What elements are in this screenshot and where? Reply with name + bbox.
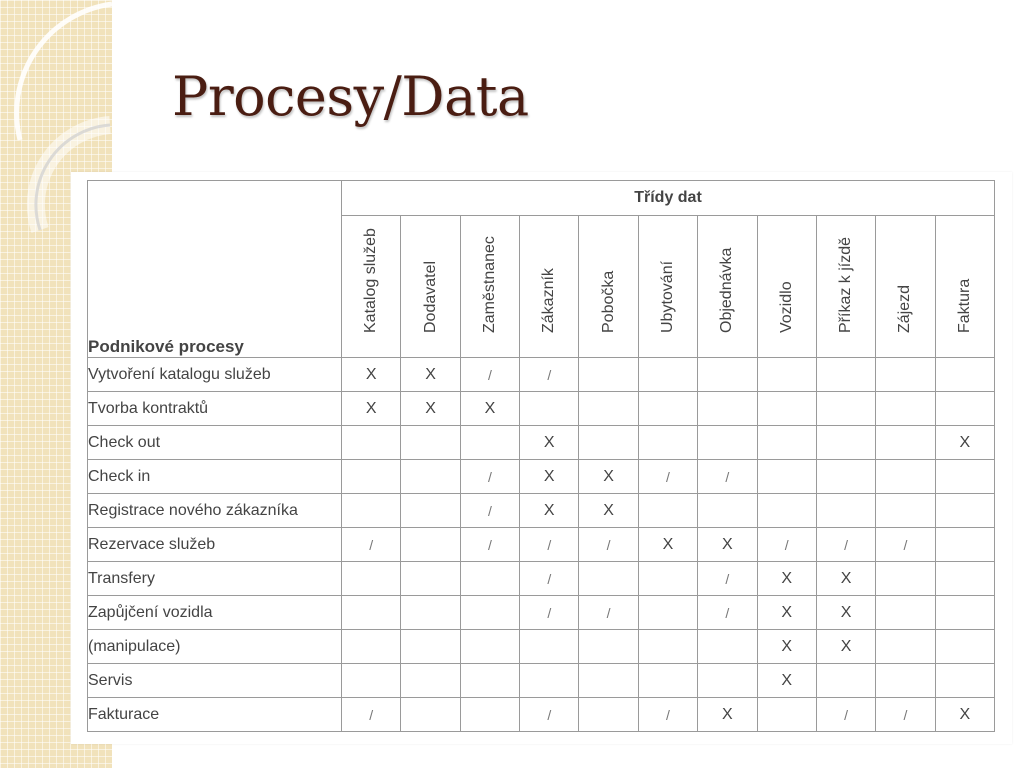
matrix-cell: / (698, 460, 757, 494)
matrix-cell: / (460, 494, 519, 528)
matrix-cell (520, 630, 579, 664)
process-name: Rezervace služeb (88, 528, 342, 562)
matrix-cell: X (401, 358, 460, 392)
matrix-cell (579, 698, 638, 732)
matrix-cell (698, 630, 757, 664)
matrix-cell (935, 494, 994, 528)
matrix-cell (698, 426, 757, 460)
process-name: (manipulace) (88, 630, 342, 664)
matrix-cell (638, 630, 697, 664)
matrix-cell: / (816, 528, 875, 562)
processes-header: Podnikové procesy (88, 181, 342, 358)
matrix-cell: X (579, 460, 638, 494)
matrix-cell: / (757, 528, 816, 562)
matrix-cell (460, 630, 519, 664)
matrix-cell (579, 630, 638, 664)
process-name: Check in (88, 460, 342, 494)
matrix-cell (460, 664, 519, 698)
matrix-cell (698, 494, 757, 528)
matrix-cell: / (520, 358, 579, 392)
matrix-cell: X (520, 426, 579, 460)
process-name: Tvorba kontraktů (88, 392, 342, 426)
matrix-cell: X (520, 460, 579, 494)
column-header-label: Zákazník (540, 268, 558, 333)
matrix-cell (460, 562, 519, 596)
matrix-cell: / (520, 562, 579, 596)
table-row (88, 630, 995, 664)
matrix-cell: X (757, 562, 816, 596)
matrix-cell (638, 494, 697, 528)
matrix-cell (816, 664, 875, 698)
matrix-cell (638, 392, 697, 426)
matrix-cell: / (638, 698, 697, 732)
matrix-cell: / (520, 528, 579, 562)
matrix-cell (876, 596, 935, 630)
matrix-cell (876, 630, 935, 664)
column-header (520, 216, 579, 358)
matrix-cell (460, 698, 519, 732)
matrix-cell (935, 596, 994, 630)
matrix-cell (757, 358, 816, 392)
matrix-cell (342, 630, 401, 664)
matrix-cell (401, 664, 460, 698)
matrix-cell (401, 426, 460, 460)
matrix-cell (757, 698, 816, 732)
column-header-label: Dodavatel (421, 260, 439, 333)
column-header (638, 216, 697, 358)
matrix-cell: X (935, 698, 994, 732)
matrix-cell (816, 460, 875, 494)
matrix-cell (757, 460, 816, 494)
column-header-label: Katalog služeb (362, 228, 380, 333)
matrix-cell (460, 426, 519, 460)
matrix-cell (935, 460, 994, 494)
matrix-cell (401, 562, 460, 596)
table-row (88, 664, 995, 698)
process-name: Transfery (88, 562, 342, 596)
data-classes-header: Třídy dat (342, 181, 995, 216)
process-data-matrix (87, 180, 995, 732)
matrix-cell (698, 392, 757, 426)
matrix-cell (520, 392, 579, 426)
matrix-cell: / (816, 698, 875, 732)
matrix-cell (935, 562, 994, 596)
matrix-cell: / (520, 596, 579, 630)
matrix-cell: X (816, 596, 875, 630)
matrix-cell (579, 392, 638, 426)
matrix-cell (816, 426, 875, 460)
matrix-cell: X (638, 528, 697, 562)
matrix-cell: / (579, 596, 638, 630)
matrix-cell: X (460, 392, 519, 426)
column-header (401, 216, 460, 358)
matrix-cell: / (698, 596, 757, 630)
group-header-row (88, 181, 995, 216)
matrix-cell (816, 392, 875, 426)
process-name: Servis (88, 664, 342, 698)
matrix-cell (401, 698, 460, 732)
matrix-cell: / (698, 562, 757, 596)
matrix-cell: / (876, 528, 935, 562)
matrix-cell: / (460, 528, 519, 562)
matrix-cell (401, 596, 460, 630)
matrix-cell (579, 562, 638, 596)
matrix-cell (876, 494, 935, 528)
matrix-cell (876, 358, 935, 392)
column-header-label: Zaměstnanec (480, 236, 498, 333)
matrix-cell: X (757, 596, 816, 630)
column-header (816, 216, 875, 358)
matrix-cell (757, 494, 816, 528)
column-header-label: Faktura (955, 278, 973, 333)
matrix-cell: X (935, 426, 994, 460)
matrix-cell (460, 596, 519, 630)
column-header-label: Objednávka (718, 247, 736, 333)
table-row (88, 392, 995, 426)
matrix-cell: X (816, 630, 875, 664)
matrix-cell (401, 494, 460, 528)
matrix-cell (342, 562, 401, 596)
matrix-cell (579, 426, 638, 460)
matrix-cell (876, 460, 935, 494)
matrix-cell: / (460, 460, 519, 494)
matrix-cell (638, 596, 697, 630)
matrix-body (88, 358, 995, 732)
table-scan (71, 172, 1012, 744)
matrix-cell (816, 358, 875, 392)
column-header (935, 216, 994, 358)
matrix-cell (876, 664, 935, 698)
matrix-cell (876, 392, 935, 426)
matrix-cell (401, 460, 460, 494)
process-name: Vytvoření katalogu služeb (88, 358, 342, 392)
matrix-cell (935, 664, 994, 698)
matrix-cell (638, 562, 697, 596)
matrix-cell (342, 426, 401, 460)
column-header-label: Vozidlo (777, 281, 795, 333)
matrix-cell (579, 358, 638, 392)
matrix-cell (935, 528, 994, 562)
matrix-cell: / (460, 358, 519, 392)
matrix-cell: / (876, 698, 935, 732)
matrix-cell (342, 460, 401, 494)
matrix-cell (638, 426, 697, 460)
matrix-cell: / (579, 528, 638, 562)
column-header-label: Pobočka (599, 270, 617, 333)
matrix-cell: X (757, 664, 816, 698)
matrix-cell (935, 392, 994, 426)
matrix-cell (698, 358, 757, 392)
matrix-cell: / (342, 528, 401, 562)
table-row (88, 698, 995, 732)
table-row (88, 562, 995, 596)
matrix-cell: X (757, 630, 816, 664)
matrix-cell (401, 528, 460, 562)
column-header (460, 216, 519, 358)
column-header-label: Zájezd (896, 284, 914, 333)
table-row (88, 494, 995, 528)
table-row (88, 528, 995, 562)
matrix-cell (342, 596, 401, 630)
table-row (88, 426, 995, 460)
column-header-label: Příkaz k jízdě (837, 236, 855, 333)
matrix-cell (579, 664, 638, 698)
process-name: Zapůjčení vozidla (88, 596, 342, 630)
matrix-cell: X (816, 562, 875, 596)
process-name: Check out (88, 426, 342, 460)
matrix-cell (876, 426, 935, 460)
matrix-cell: / (342, 698, 401, 732)
matrix-cell (935, 358, 994, 392)
column-header (757, 216, 816, 358)
matrix-cell: X (401, 392, 460, 426)
process-name: Registrace nového zákazníka (88, 494, 342, 528)
process-name: Fakturace (88, 698, 342, 732)
slide-title: Procesy/Data (172, 65, 529, 128)
matrix-cell (876, 562, 935, 596)
table-row (88, 596, 995, 630)
matrix-cell: X (342, 358, 401, 392)
matrix-cell: X (342, 392, 401, 426)
matrix-cell (757, 426, 816, 460)
matrix-cell (816, 494, 875, 528)
matrix-cell (638, 358, 697, 392)
matrix-cell (520, 664, 579, 698)
matrix-cell (638, 664, 697, 698)
matrix-cell (342, 494, 401, 528)
matrix-cell: X (520, 494, 579, 528)
matrix-cell: X (698, 528, 757, 562)
matrix-cell: / (638, 460, 697, 494)
matrix-cell (401, 630, 460, 664)
table-row (88, 460, 995, 494)
matrix-cell (757, 392, 816, 426)
column-header (342, 216, 401, 358)
matrix-cell (342, 664, 401, 698)
column-header (876, 216, 935, 358)
matrix-cell: / (520, 698, 579, 732)
matrix-cell: X (579, 494, 638, 528)
matrix-cell: X (698, 698, 757, 732)
column-header (579, 216, 638, 358)
column-header-label: Ubytování (658, 260, 676, 333)
column-header (698, 216, 757, 358)
matrix-cell (935, 630, 994, 664)
matrix-cell (698, 664, 757, 698)
table-row (88, 358, 995, 392)
